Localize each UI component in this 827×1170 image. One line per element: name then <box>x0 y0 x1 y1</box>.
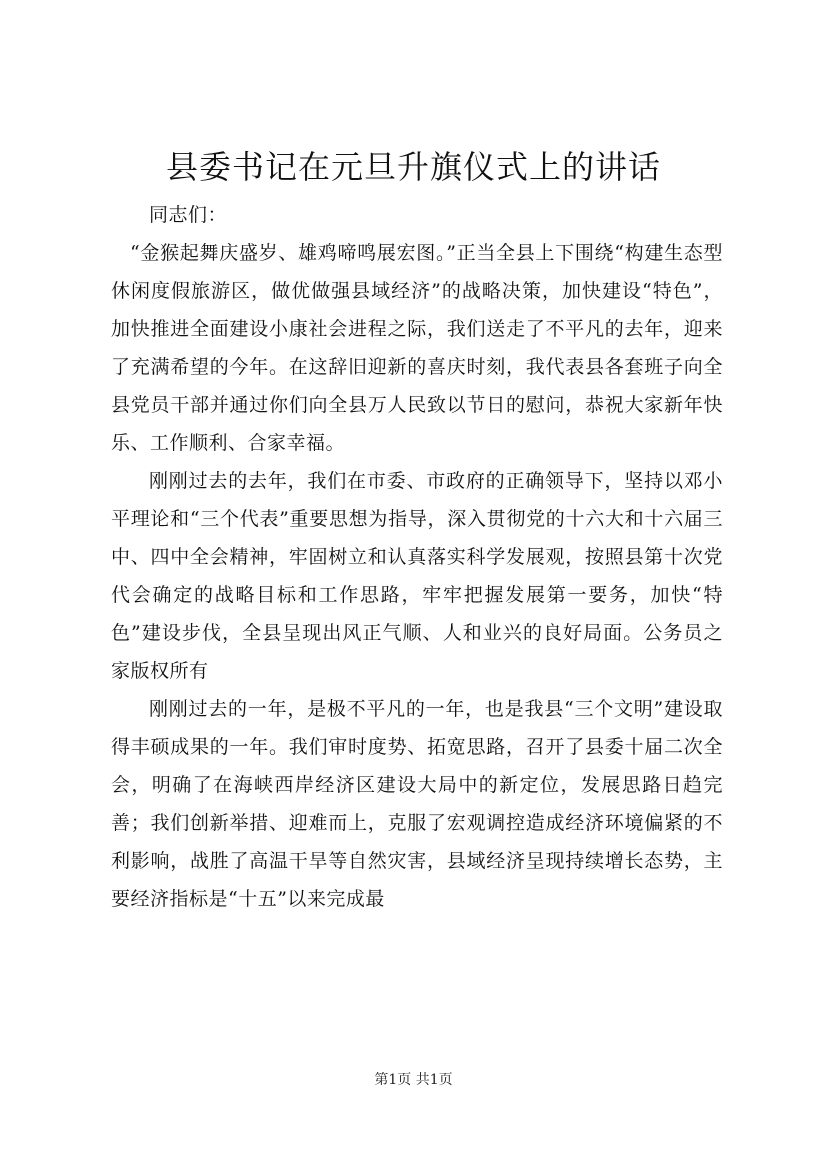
document-body <box>111 196 723 918</box>
paragraph-3: 刚刚过去的一年，是极不平凡的一年，也是我县“三个文明”建设取得丰硕成果的一年。我们审时度势、拓宽思路，召开了县委十届二次全会，明确了在海峡西岸经济区建设大局中的新定位，发展思路日趋完善；我们创新举措、迎难而上，克服了宏观调控造成经济环境偏紧的不利影响，战胜了高温干旱等自然灾害，县域经济呈现持续增长态势，主要经济指标是“十五”以来完成最 <box>111 698 723 910</box>
document-title: 县委书记在元旦升旗仪式上的讲话 <box>165 148 661 186</box>
paragraph-2: 刚刚过去的去年，我们在市委、市政府的正确领导下，坚持以邓小平理论和“三个代表”重要思想为指导，深入贯彻党的十六大和十六届三中、四中全会精神，牢固树立和认真落实科学发展观，按照县第十次党代会确定的战略目标和工作思路，牢牢把握发展第一要务，加快“特色”建设步伐，全县呈现出风正气顺、人和业兴的良好局面。公务员之家版权所有 <box>111 470 723 682</box>
salutation: 同志们： <box>149 204 228 226</box>
page-footer: 第1页 共1页 <box>374 1072 453 1088</box>
paragraph-1: “金猴起舞庆盛岁、雄鸡啼鸣展宏图。”正当全县上下围绕“构建生态型休闲度假旅游区，做优做强县域经济”的战略决策，加快建设“特色”，加快推进全面建设小康社会进程之际，我们送走了不平凡的去年，迎来了充满希望的今年。在这辞旧迎新的喜庆时刻，我代表县各套班子向全县党员干部并通过你们向全县万人民致以节日的慰问，恭祝大家新年快乐、工作顺利、合家幸福。 <box>111 242 723 454</box>
